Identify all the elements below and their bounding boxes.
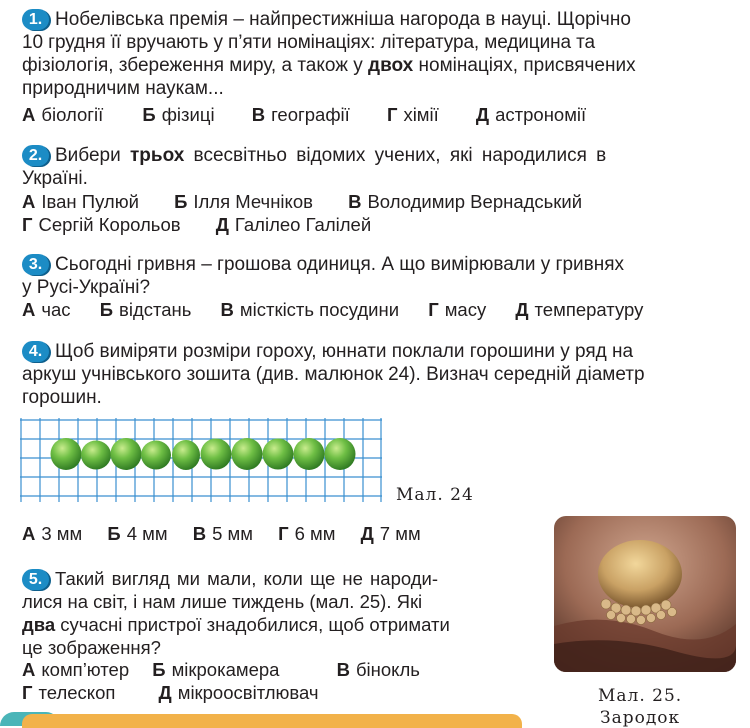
option-g[interactable]: Г масу [428, 299, 487, 320]
option-b[interactable]: Б Ілля Мечніков [174, 191, 313, 212]
figure-24-caption: Мал. 24 [396, 485, 474, 505]
figure-25-caption: Мал. 25. [598, 686, 683, 706]
q1-line1: Нобелівська премія – найпрестижніша нагорода в науці. Щорічно [55, 9, 631, 30]
option-g[interactable]: Г хімії [386, 104, 439, 125]
option-g[interactable]: Г телескоп [22, 682, 116, 703]
figure-24-peas-on-grid [20, 418, 382, 502]
q1-bold-word: двох [368, 55, 414, 76]
option-a[interactable]: А 3 мм [22, 523, 83, 544]
question-number-badge: 1. [22, 9, 49, 30]
option-v[interactable]: В 5 мм [192, 523, 253, 544]
option-v[interactable]: В Володимир Вернадський [348, 191, 583, 212]
option-a[interactable]: А Іван Пулюй [22, 191, 139, 212]
option-v[interactable]: В географії [251, 104, 350, 125]
q3-options [22, 298, 669, 321]
q1-options [22, 103, 612, 126]
option-d[interactable]: Д Галілео Галілей [215, 214, 372, 235]
q5-bold-word: два [22, 614, 56, 635]
option-b[interactable]: Б фізиці [142, 104, 215, 125]
option-a[interactable]: А час [22, 299, 71, 320]
option-a[interactable]: А біології [22, 104, 104, 125]
grid-paper [20, 418, 382, 502]
q2-options [22, 190, 608, 236]
question-number-badge: 5. [22, 569, 49, 590]
q4-options [22, 522, 447, 545]
q1-line2: 10 грудня її вручають у п’яти номінаціях: література, медицина та [22, 32, 595, 53]
question-4: 4. Щоб виміряти розміри гороху, юннати поклали горошини у ряд на аркуш учнівського зошита (див. малюнок 24). Визнач середній діаметр горошин. [22, 341, 645, 408]
q1-line3b: номінаціях, присвячених [413, 55, 636, 76]
option-a[interactable]: А комп’ютер [22, 659, 130, 680]
q1-line4: природничим наукам... [22, 78, 224, 99]
figure-25-subcaption: Зародок [600, 708, 681, 728]
option-b[interactable]: Б мікрокамера [152, 659, 280, 680]
option-v[interactable]: В місткість посудини [220, 299, 400, 320]
option-b[interactable]: Б 4 мм [107, 523, 168, 544]
question-3: 3. Сьогодні гривня – грошова одиниця. А що вимірювали у гривнях у Русі-Україні? [22, 254, 625, 298]
option-v[interactable]: В бінокль [336, 659, 420, 680]
q1-line3a: фізіологія, збереження миру, а також у [22, 55, 369, 76]
question-number-badge: 2. [22, 145, 49, 166]
question-number-badge: 4. [22, 341, 49, 362]
option-d[interactable]: Д мікроосвітлювач [158, 682, 319, 703]
option-b[interactable]: Б відстань [99, 299, 192, 320]
option-d[interactable]: Д 7 мм [360, 523, 421, 544]
embryo-image [554, 516, 736, 672]
question-number-badge: 3. [22, 254, 49, 275]
option-g[interactable]: Г Сергій Корольов [22, 214, 181, 235]
q2-bold-word: трьох [129, 145, 185, 166]
q5-options [22, 658, 446, 704]
next-section-banner-fragment [22, 714, 522, 728]
question-1 [22, 8, 737, 100]
figure-25-embryo-photo [554, 516, 736, 672]
question-2: 2. Вибери трьох всесвітньо відомих учених, які народилися в Україні. [22, 145, 607, 189]
question-5: 5. Такий вигляд ми мали, коли ще не народи- лися на світ, і нам лише тиждень (мал. 25). Які два сучасні пристрої знадобилися, щоб отримати це зображення? [22, 568, 450, 658]
option-g[interactable]: Г 6 мм [278, 523, 336, 544]
option-d[interactable]: Д астрономії [475, 104, 587, 125]
option-d[interactable]: Д температуру [515, 299, 644, 320]
